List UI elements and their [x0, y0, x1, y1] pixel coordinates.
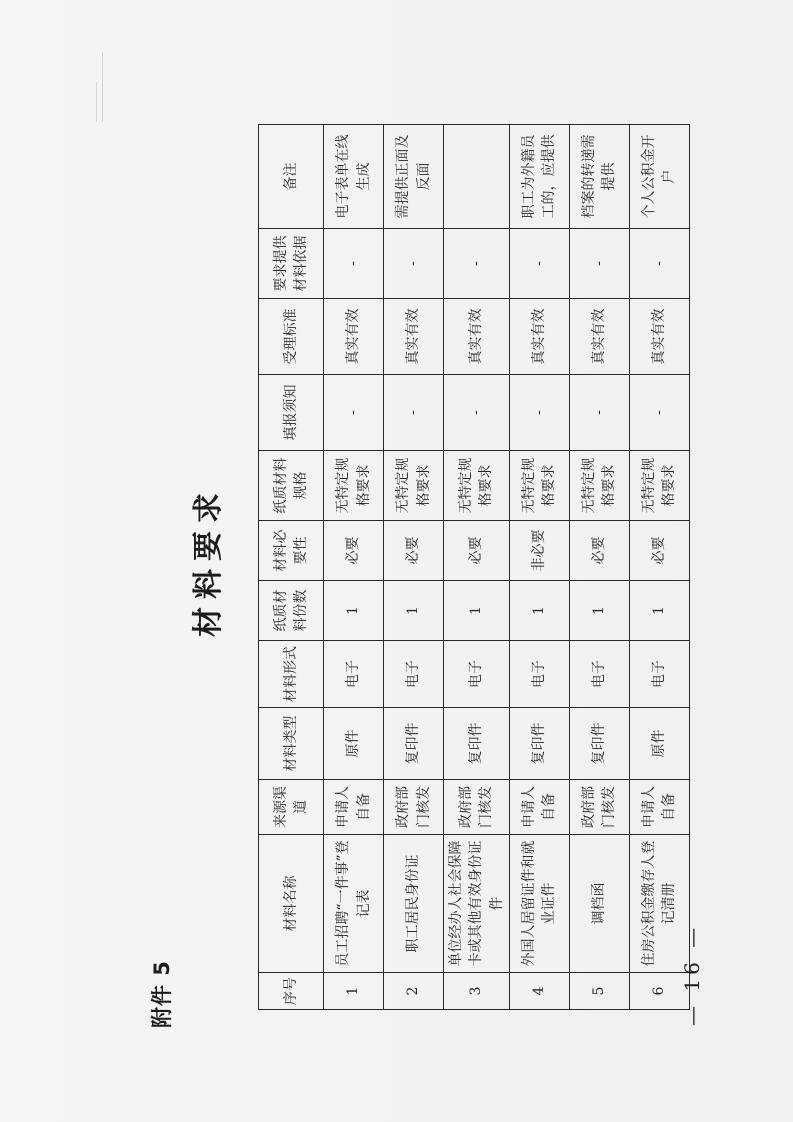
- table-cell: 复印件: [569, 708, 629, 780]
- table-cell: 外国人居留证件和就业证件: [509, 835, 569, 973]
- table-cell: 申请人自备: [509, 780, 569, 835]
- table-cell: 职工为外籍员工的，应提供: [509, 125, 569, 229]
- table-cell: 6: [629, 973, 689, 1010]
- table-cell: 必要: [384, 521, 444, 581]
- table-cell: 无特定规格要求: [384, 451, 444, 521]
- table-row: [324, 125, 384, 1010]
- table-cell: 电子: [384, 641, 444, 708]
- table-cell: 1: [629, 581, 689, 641]
- table-cell: 1: [444, 581, 510, 641]
- header-cell: 序号: [259, 973, 324, 1010]
- header-cell: 材料必要性: [259, 521, 324, 581]
- header-cell: 要求提供材料依据: [259, 229, 324, 299]
- table-cell: -: [569, 375, 629, 451]
- table-cell: 无特定规格要求: [444, 451, 510, 521]
- header-cell: 来源渠道: [259, 780, 324, 835]
- table-cell: 电子表单在线生成: [324, 125, 384, 229]
- table-cell: -: [444, 375, 510, 451]
- header-cell: 填报须知: [259, 375, 324, 451]
- table-row: [569, 125, 629, 1010]
- table-header-row: [259, 125, 324, 1010]
- table-cell: 电子: [629, 641, 689, 708]
- table-cell: 非必要: [509, 521, 569, 581]
- table-cell: 3: [444, 973, 510, 1010]
- table-cell: 电子: [509, 641, 569, 708]
- table-cell: [444, 125, 510, 229]
- table-cell: 调档函: [569, 835, 629, 973]
- table-cell: 档案的转递需提供: [569, 125, 629, 229]
- table-row: [629, 125, 689, 1010]
- table-cell: 无特定规格要求: [324, 451, 384, 521]
- table-cell: 单位经办人社会保障卡或其他有效身份证件: [444, 835, 510, 973]
- table-cell: -: [629, 229, 689, 299]
- table-cell: 申请人自备: [629, 780, 689, 835]
- header-cell: 受理标准: [259, 299, 324, 375]
- table-cell: 复印件: [384, 708, 444, 780]
- table-cell: 真实有效: [384, 299, 444, 375]
- table-cell: 政府部门核发: [569, 780, 629, 835]
- table-cell: 原件: [629, 708, 689, 780]
- table-cell: 政府部门核发: [384, 780, 444, 835]
- header-cell: 材料形式: [259, 641, 324, 708]
- table-cell: 真实有效: [629, 299, 689, 375]
- table-cell: 无特定规格要求: [629, 451, 689, 521]
- scan-mark: [96, 82, 97, 122]
- table-cell: -: [509, 229, 569, 299]
- table-cell: 无特定规格要求: [569, 451, 629, 521]
- table-cell: 2: [384, 973, 444, 1010]
- table-cell: 电子: [324, 641, 384, 708]
- table-row: [384, 125, 444, 1010]
- table-row: [509, 125, 569, 1010]
- table-cell: 职工居民身份证: [384, 835, 444, 973]
- table-cell: -: [324, 375, 384, 451]
- table-cell: 1: [509, 581, 569, 641]
- table-cell: -: [569, 229, 629, 299]
- table-cell: 1: [324, 973, 384, 1010]
- table-cell: 必要: [629, 521, 689, 581]
- table-cell: 住房公积金缴存人登记清册: [629, 835, 689, 973]
- scan-mark: [102, 52, 103, 122]
- table-cell: 真实有效: [444, 299, 510, 375]
- table-cell: 原件: [324, 708, 384, 780]
- attachment-label: 附件 5: [150, 960, 174, 1028]
- header-cell: 备注: [259, 125, 324, 229]
- table-cell: 申请人自备: [324, 780, 384, 835]
- table-cell: -: [324, 229, 384, 299]
- page-title: 材料要求: [191, 485, 226, 637]
- table-cell: 真实有效: [509, 299, 569, 375]
- header-cell: 纸质材料份数: [259, 581, 324, 641]
- table-row: [444, 125, 510, 1010]
- table-cell: 复印件: [509, 708, 569, 780]
- table-cell: 5: [569, 973, 629, 1010]
- header-cell: 材料类型: [259, 708, 324, 780]
- table-cell: 1: [384, 581, 444, 641]
- table-cell: -: [444, 229, 510, 299]
- table-cell: -: [509, 375, 569, 451]
- table-cell: 复印件: [444, 708, 510, 780]
- table-cell: -: [384, 229, 444, 299]
- header-cell: 材料名称: [259, 835, 324, 973]
- table-cell: 必要: [324, 521, 384, 581]
- header-cell: 纸质材料规格: [259, 451, 324, 521]
- page-number: — 16 —: [680, 923, 704, 1026]
- table-cell: 电子: [444, 641, 510, 708]
- table-cell: 1: [324, 581, 384, 641]
- table-cell: 政府部门核发: [444, 780, 510, 835]
- table-cell: -: [629, 375, 689, 451]
- table-cell: 真实有效: [324, 299, 384, 375]
- table-cell: 无特定规格要求: [509, 451, 569, 521]
- materials-table: [258, 124, 690, 1010]
- table-cell: 1: [569, 581, 629, 641]
- table-cell: 必要: [444, 521, 510, 581]
- table-cell: 真实有效: [569, 299, 629, 375]
- table-cell: -: [384, 375, 444, 451]
- table-cell: 必要: [569, 521, 629, 581]
- table-cell: 员工招聘“一件事”登记表: [324, 835, 384, 973]
- table-cell: 电子: [569, 641, 629, 708]
- table-cell: 个人公积金开户: [629, 125, 689, 229]
- table-cell: 需提供正面及反面: [384, 125, 444, 229]
- table-cell: 4: [509, 973, 569, 1010]
